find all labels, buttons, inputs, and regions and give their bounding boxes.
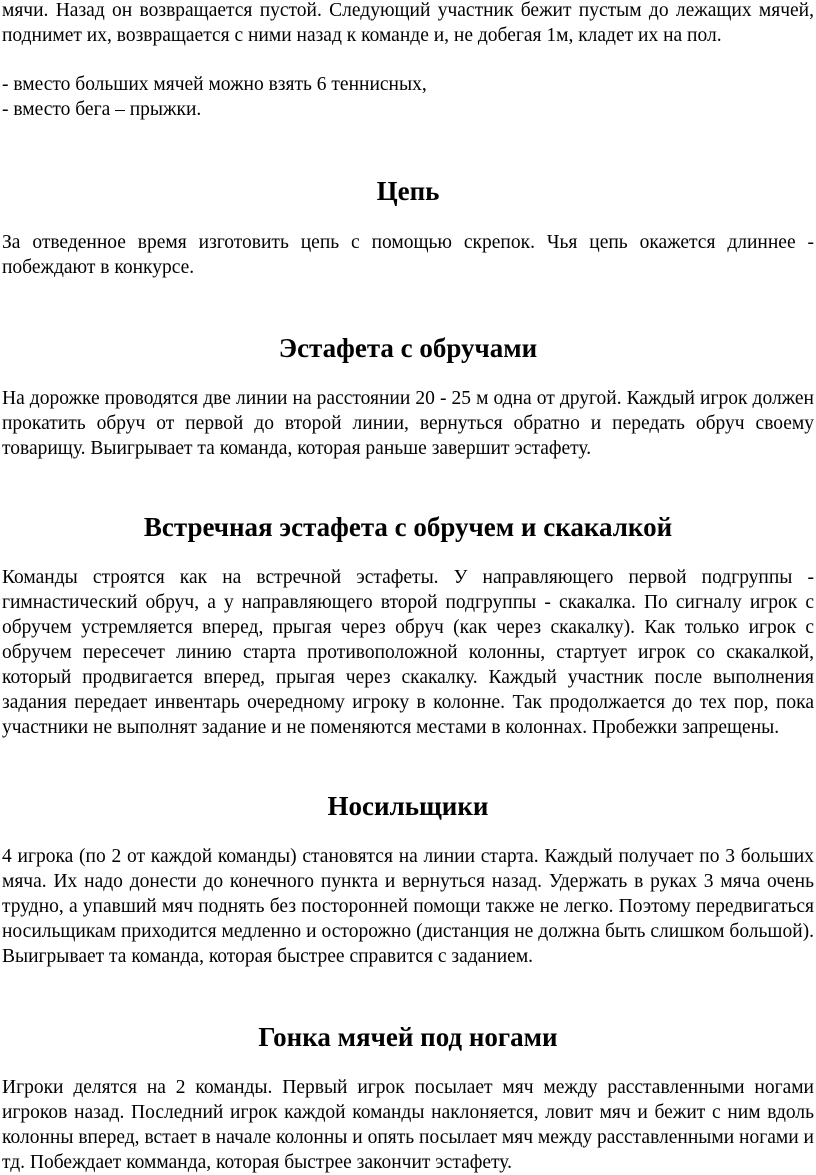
- section-title: Эстафета с обручами: [278, 333, 538, 363]
- section-title: Цепь: [376, 176, 440, 206]
- section-title: Носильщики: [327, 791, 489, 821]
- section-text: 4 игрока (по 2 от каждой команды) становятся на линии старта. Каждый получает по 3 больших мяча. Их надо донести до конечного пункта и вернуться назад. Удержать в руках 3 мяча очень трудно, а упавший мяч поднять без посторонней помощи также не легко. Поэтому передвигаться носильщикам приходится медленно и осторожно (дистанция не должна быть слишком большой). Выигрывает та команда, которая быстрее справится с заданием.: [2, 846, 814, 967]
- intro-variant-line: - вместо бега – прыжки.: [2, 99, 202, 120]
- section-text: Игроки делятся на 2 команды. Первый игрок посылает мяч между расставленными ногами игроков назад. Последний игрок каждой команды наклоняется, ловит мяч и бежит с ним вдоль колонны вперед, встает в начале колонны и опять посылает мяч между расставленными ногами и тд. Побеждает комманда, которая быстрее закончит эстафету.: [2, 1077, 814, 1173]
- section-text: За отведенное время изготовить цепь с помощью скрепок. Чья цепь окажется длиннее - побеждают в конкурсе.: [2, 232, 814, 278]
- intro-variant-line: - вместо больших мячей можно взять 6 теннисных,: [2, 74, 427, 95]
- section-title: Гонка мячей под ногами: [258, 1022, 558, 1052]
- section-text: На дорожке проводятся две линии на расстоянии 20 - 25 м одна от другой. Каждый игрок должен прокатить обруч от первой до второй линии, вернуться обратно и передать обруч своему товарищу. Выигрывает та команда, которая раньше завершит эстафету.: [2, 388, 814, 459]
- intro-paragraph: мячи. Назад он возвращается пустой. Следующий участник бежит пустым до лежащих мячей, поднимет их, возвращается с ними назад к команде и, не добегая 1м, кладет их на пол.: [2, 0, 814, 46]
- section-text: Команды строятся как на встречной эстафеты. У направляющего первой подгруппы - гимнастический обруч, а у направляющего второй подгруппы - скакалка. По сигналу игрок с обручем устремляется вперед, прыгая через обруч (как через скакалку). Как только игрок с обручем пересечет линию старта противоположной колонны, стартует игрок со скакалкой, который продвигается вперед, прыгая через скакалку. Каждый участник после выполнения задания передает инвентарь очередному игроку в колонне. Так продолжается до тех пор, пока участники не выполнят задание и не поменяются местами в колоннах. Пробежки запрещены.: [2, 567, 814, 738]
- section-title: Встречная эстафета с обручем и скакалкой: [143, 512, 673, 542]
